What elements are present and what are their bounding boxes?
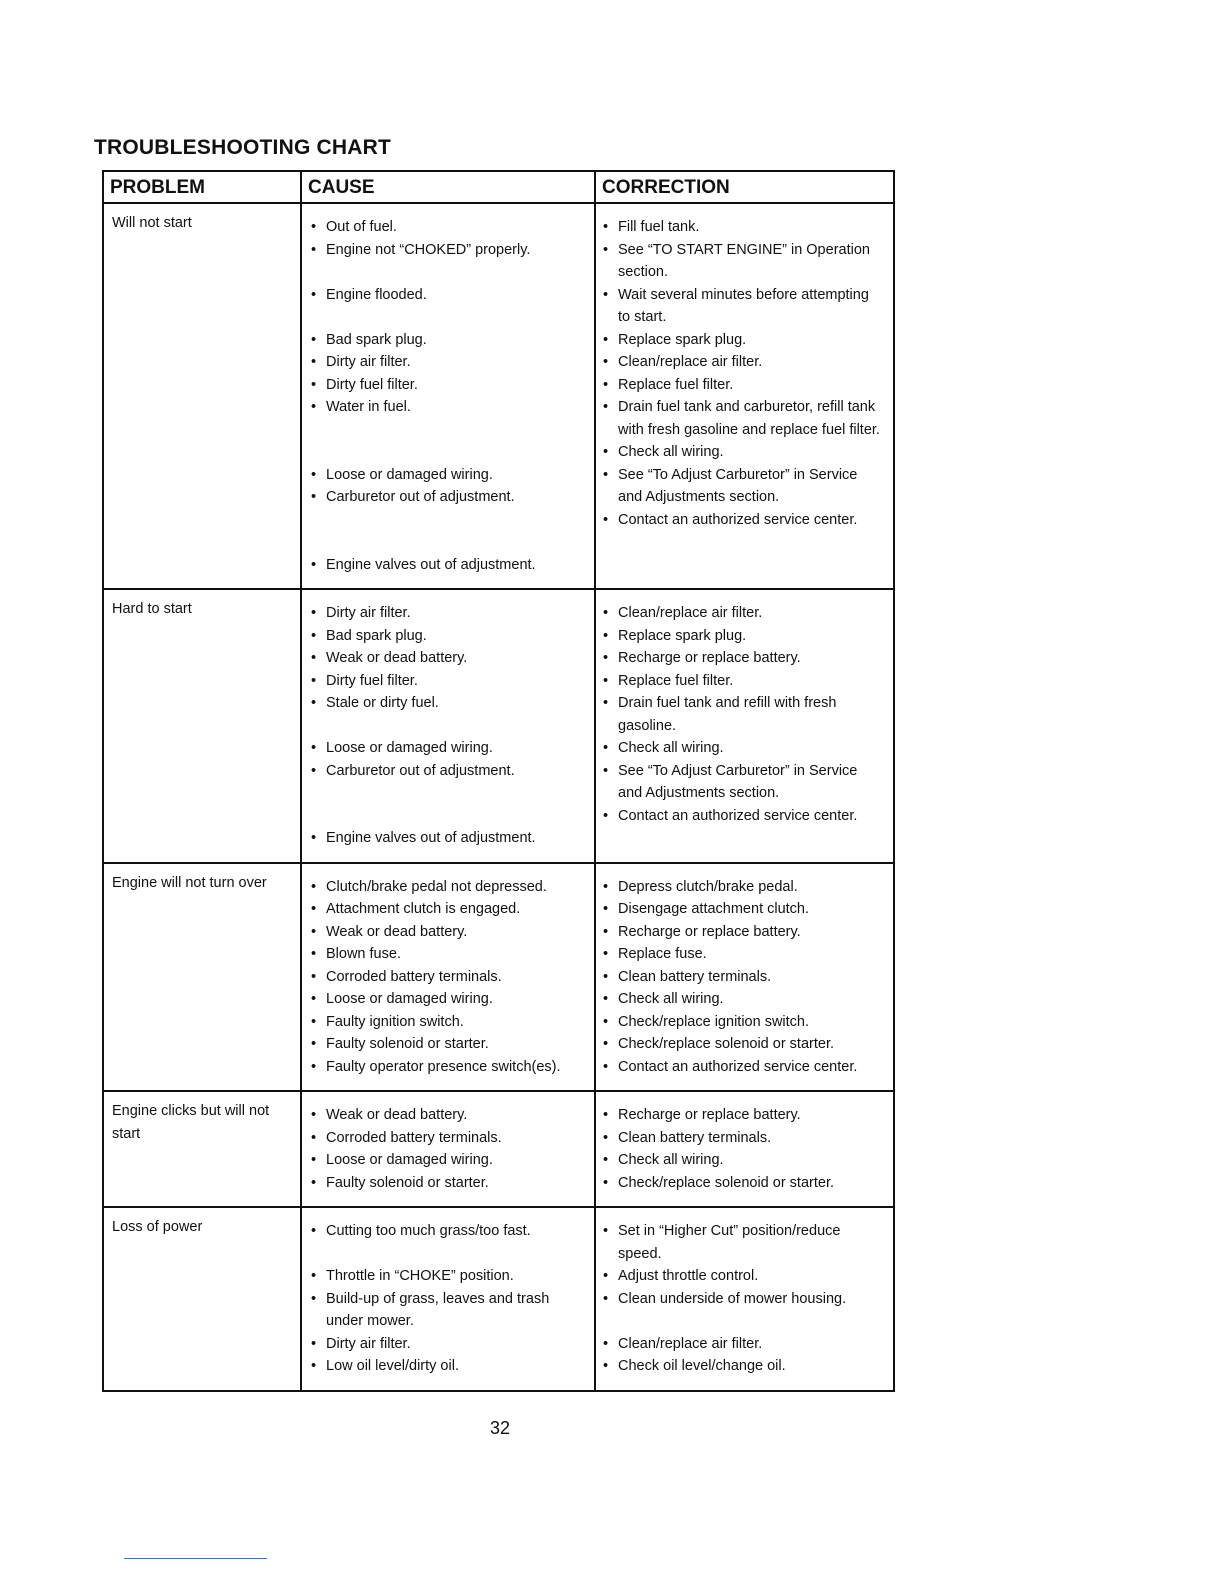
correction-item: • See “TO START ENGINE” in Operation section. [600,239,885,284]
header-correction: CORRECTION [594,172,893,202]
correction-item: • Clean/replace air filter. [600,1333,885,1356]
cause-item: • Faulty operator presence switch(es). [308,1056,586,1079]
correction-item: • Check oil level/change oil. [600,1355,885,1378]
header-problem: PROBLEM [110,177,205,198]
problem-cell: Engine clicks but will not start [112,1103,270,1142]
cause-item: • Clutch/brake pedal not depressed. [308,876,586,899]
cause-item: • Loose or damaged wiring. [308,1149,586,1172]
correction-cell [594,864,893,1091]
problem-cell: Loss of power [112,1219,203,1235]
correction-item: • Contact an authorized service center. [600,805,885,828]
cause-list [308,208,586,582]
cause-cell [300,204,594,588]
correction-item: • Check all wiring. [600,988,885,1011]
cause-item: • Corroded battery terminals. [308,1127,586,1150]
correction-item: • Replace fuel filter. [600,374,885,397]
correction-item: • Drain fuel tank and carburetor, refill tank with fresh gasoline and replace fuel filter. [600,396,885,441]
cause-item: • Water in fuel. [308,396,586,419]
correction-item: • Clean battery terminals. [600,966,885,989]
cause-cell [300,1092,594,1206]
cause-item: • Carburetor out of adjustment. [308,760,586,783]
correction-list [600,208,885,537]
cause-item: • Low oil level/dirty oil. [308,1355,586,1378]
cause-item: • Faulty solenoid or starter. [308,1172,586,1195]
correction-item: • Drain fuel tank and refill with fresh gasoline. [600,692,885,737]
correction-list [600,1096,885,1200]
cause-item: • Loose or damaged wiring. [308,737,586,760]
cause-cell [300,1208,594,1390]
correction-item: • Clean battery terminals. [600,1127,885,1150]
cause-item: • Blown fuse. [308,943,586,966]
cause-item: • Weak or dead battery. [308,921,586,944]
cause-item: • Weak or dead battery. [308,1104,586,1127]
correction-item: • Check all wiring. [600,737,885,760]
correction-item: • Wait several minutes before attempting to start. [600,284,885,329]
correction-item: • Clean/replace air filter. [600,602,885,625]
table-row [104,588,893,862]
correction-cell [594,590,893,862]
cause-item: • Dirty air filter. [308,351,586,374]
cause-item: • Carburetor out of adjustment. [308,486,586,509]
footer-divider [124,1558,267,1559]
cause-cell [300,864,594,1091]
correction-item: • Disengage attachment clutch. [600,898,885,921]
table-header-row [104,172,893,202]
troubleshooting-table [102,170,895,1392]
cause-item: • Build-up of grass, leaves and trash under mower. [308,1288,586,1333]
cause-item: • Engine flooded. [308,284,586,307]
page-title: TROUBLESHOOTING CHART [94,136,392,159]
correction-item: • Check all wiring. [600,1149,885,1172]
cause-item: • Bad spark plug. [308,329,586,352]
correction-cell [594,1208,893,1390]
table-row [104,202,893,588]
correction-item: • Recharge or replace battery. [600,647,885,670]
cause-item: • Dirty fuel filter. [308,670,586,693]
correction-item: • Contact an authorized service center. [600,1056,885,1079]
table-row [104,1206,893,1390]
correction-item: • Check/replace solenoid or starter. [600,1033,885,1056]
correction-item: • See “To Adjust Carburetor” in Service and Adjustments section. [600,464,885,509]
correction-item: • Replace fuse. [600,943,885,966]
correction-item: • Contact an authorized service center. [600,509,885,532]
cause-item: • Loose or damaged wiring. [308,464,586,487]
cause-item: • Corroded battery terminals. [308,966,586,989]
correction-item: • Recharge or replace battery. [600,1104,885,1127]
cause-item: • Loose or damaged wiring. [308,988,586,1011]
correction-item: • Replace spark plug. [600,625,885,648]
cause-list [308,868,586,1085]
cause-item: • Engine valves out of adjustment. [308,827,586,850]
cause-cell [300,590,594,862]
correction-item: • Replace fuel filter. [600,670,885,693]
table-row [104,862,893,1091]
cause-list [308,1212,586,1384]
cause-item: • Stale or dirty fuel. [308,692,586,715]
problem-cell: Hard to start [112,601,192,617]
cause-item: • Dirty fuel filter. [308,374,586,397]
page-number: 32 [489,1418,511,1438]
cause-list [308,594,586,856]
correction-item: • Clean underside of mower housing. [600,1288,885,1311]
cause-item: • Out of fuel. [308,216,586,239]
correction-item: • Recharge or replace battery. [600,921,885,944]
header-cause: CAUSE [300,172,594,202]
correction-item: • Check all wiring. [600,441,885,464]
cause-item: • Weak or dead battery. [308,647,586,670]
correction-item: • Replace spark plug. [600,329,885,352]
correction-item: • Depress clutch/brake pedal. [600,876,885,899]
correction-cell [594,204,893,588]
correction-item: • Set in “Higher Cut” position/reduce speed. [600,1220,885,1265]
cause-list [308,1096,586,1200]
correction-cell [594,1092,893,1206]
cause-item: • Throttle in “CHOKE” position. [308,1265,586,1288]
problem-cell: Will not start [112,215,192,231]
correction-item: • See “To Adjust Carburetor” in Service and Adjustments section. [600,760,885,805]
cause-item: • Bad spark plug. [308,625,586,648]
correction-item: • Check/replace solenoid or starter. [600,1172,885,1195]
cause-item: • Faulty ignition switch. [308,1011,586,1034]
correction-list [600,868,885,1085]
correction-item: • Fill fuel tank. [600,216,885,239]
correction-list [600,594,885,833]
correction-list [600,1212,885,1384]
table-row [104,1090,893,1206]
cause-item: • Faulty solenoid or starter. [308,1033,586,1056]
cause-item: • Dirty air filter. [308,1333,586,1356]
cause-item: • Cutting too much grass/too fast. [308,1220,586,1243]
correction-item: • Adjust throttle control. [600,1265,885,1288]
cause-item: • Engine not “CHOKED” properly. [308,239,586,262]
problem-cell: Engine will not turn over [112,874,267,891]
cause-item: • Engine valves out of adjustment. [308,554,586,577]
correction-item: • Check/replace ignition switch. [600,1011,885,1034]
cause-item: • Attachment clutch is engaged. [308,898,586,921]
cause-item: • Dirty air filter. [308,602,586,625]
correction-item: • Clean/replace air filter. [600,351,885,374]
